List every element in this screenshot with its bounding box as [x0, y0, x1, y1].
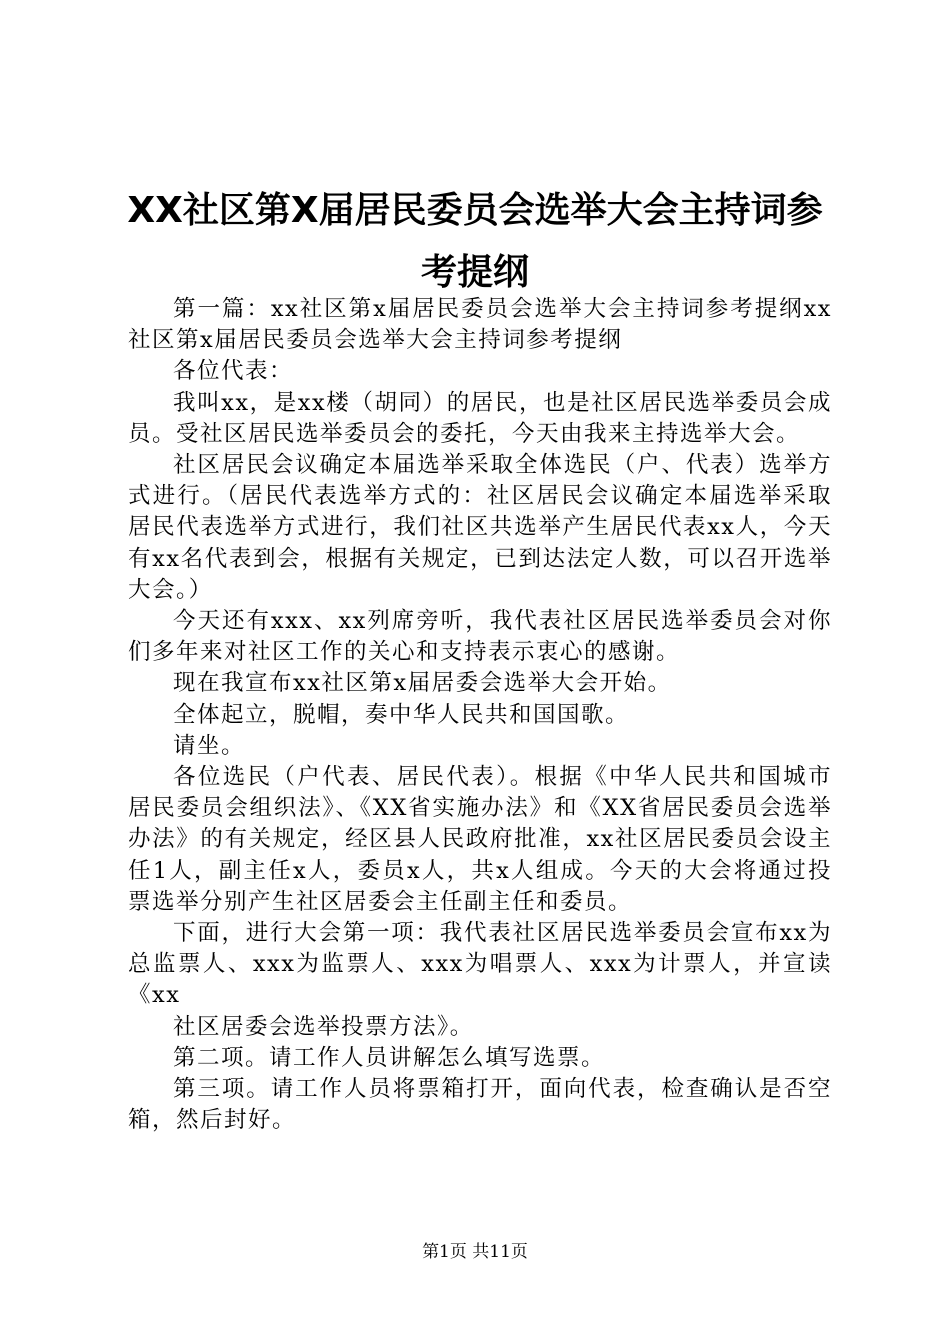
paragraph-anthem: 全体起立，脱帽，奏中华人民共和国国歌。	[173, 701, 630, 728]
paragraph-greeting: 各位代表：	[173, 358, 294, 385]
paragraph-self-introduction: 我叫xx，是xx楼（胡同）的居民，也是社区居民选举委员会成员。受社区居民选举委员会的委托，今天由我来主持选举大会。	[128, 389, 832, 447]
paragraph-thanks: 今天还有xxx、xx列席旁听，我代表社区居民选举委员会对你们多年来对社区工作的关心和支持表示衷心的感谢。	[128, 608, 832, 666]
document-title: XX社区第X届居民委员会选举大会主持词参考提纲	[127, 190, 823, 293]
paragraph-item-one: 下面，进行大会第一项：我代表社区居民选举委员会宣布xx为总监票人、xxx为监票人、xxx为唱票人、xxx为计票人，并宣读《xx	[128, 920, 832, 1009]
paragraph-election-method: 社区居民会议确定本届选举采取全体选民（户、代表）选举方式进行。（居民代表选举方式的：社区居民会议确定本届选举采取居民代表选举方式进行，我们社区共选举产生居民代表xx人，今天有xx名代表到会，根据有关规定，已到达法定人数，可以召开选举大会。）	[128, 452, 832, 603]
paragraph-item-two: 第二项。请工作人员讲解怎么填写选票。	[173, 1044, 606, 1071]
paragraph-item-three: 第三项。请工作人员将票箱打开，面向代表，检查确认是否空箱，然后封好。	[128, 1076, 832, 1134]
paragraph-legal-basis: 各位选民（户代表、居民代表）。根据《中华人民共和国城市居民委员会组织法》、《XX省实施办法》和《XX省居民委员会选举办法》的有关规定，经区县人民政府批准，xx社区居民委员会设主任1人，副主任x人，委员x人，共x人组成。今天的大会将通过投票选举分别产生社区居委会主任副主任和委员。	[128, 764, 832, 915]
paragraph-intro: 第一篇：xx社区第x届居民委员会选举大会主持词参考提纲xx社区第x届居民委员会选举大会主持词参考提纲	[128, 296, 832, 354]
paragraph-opening: 现在我宣布xx社区第x届居委会选举大会开始。	[173, 670, 672, 697]
page-number-footer: 第1页 共11页	[422, 1242, 528, 1262]
paragraph-item-one-continued: 社区居委会选举投票方法》。	[173, 1013, 474, 1040]
paragraph-be-seated: 请坐。	[173, 732, 246, 759]
document-body	[128, 294, 832, 1136]
